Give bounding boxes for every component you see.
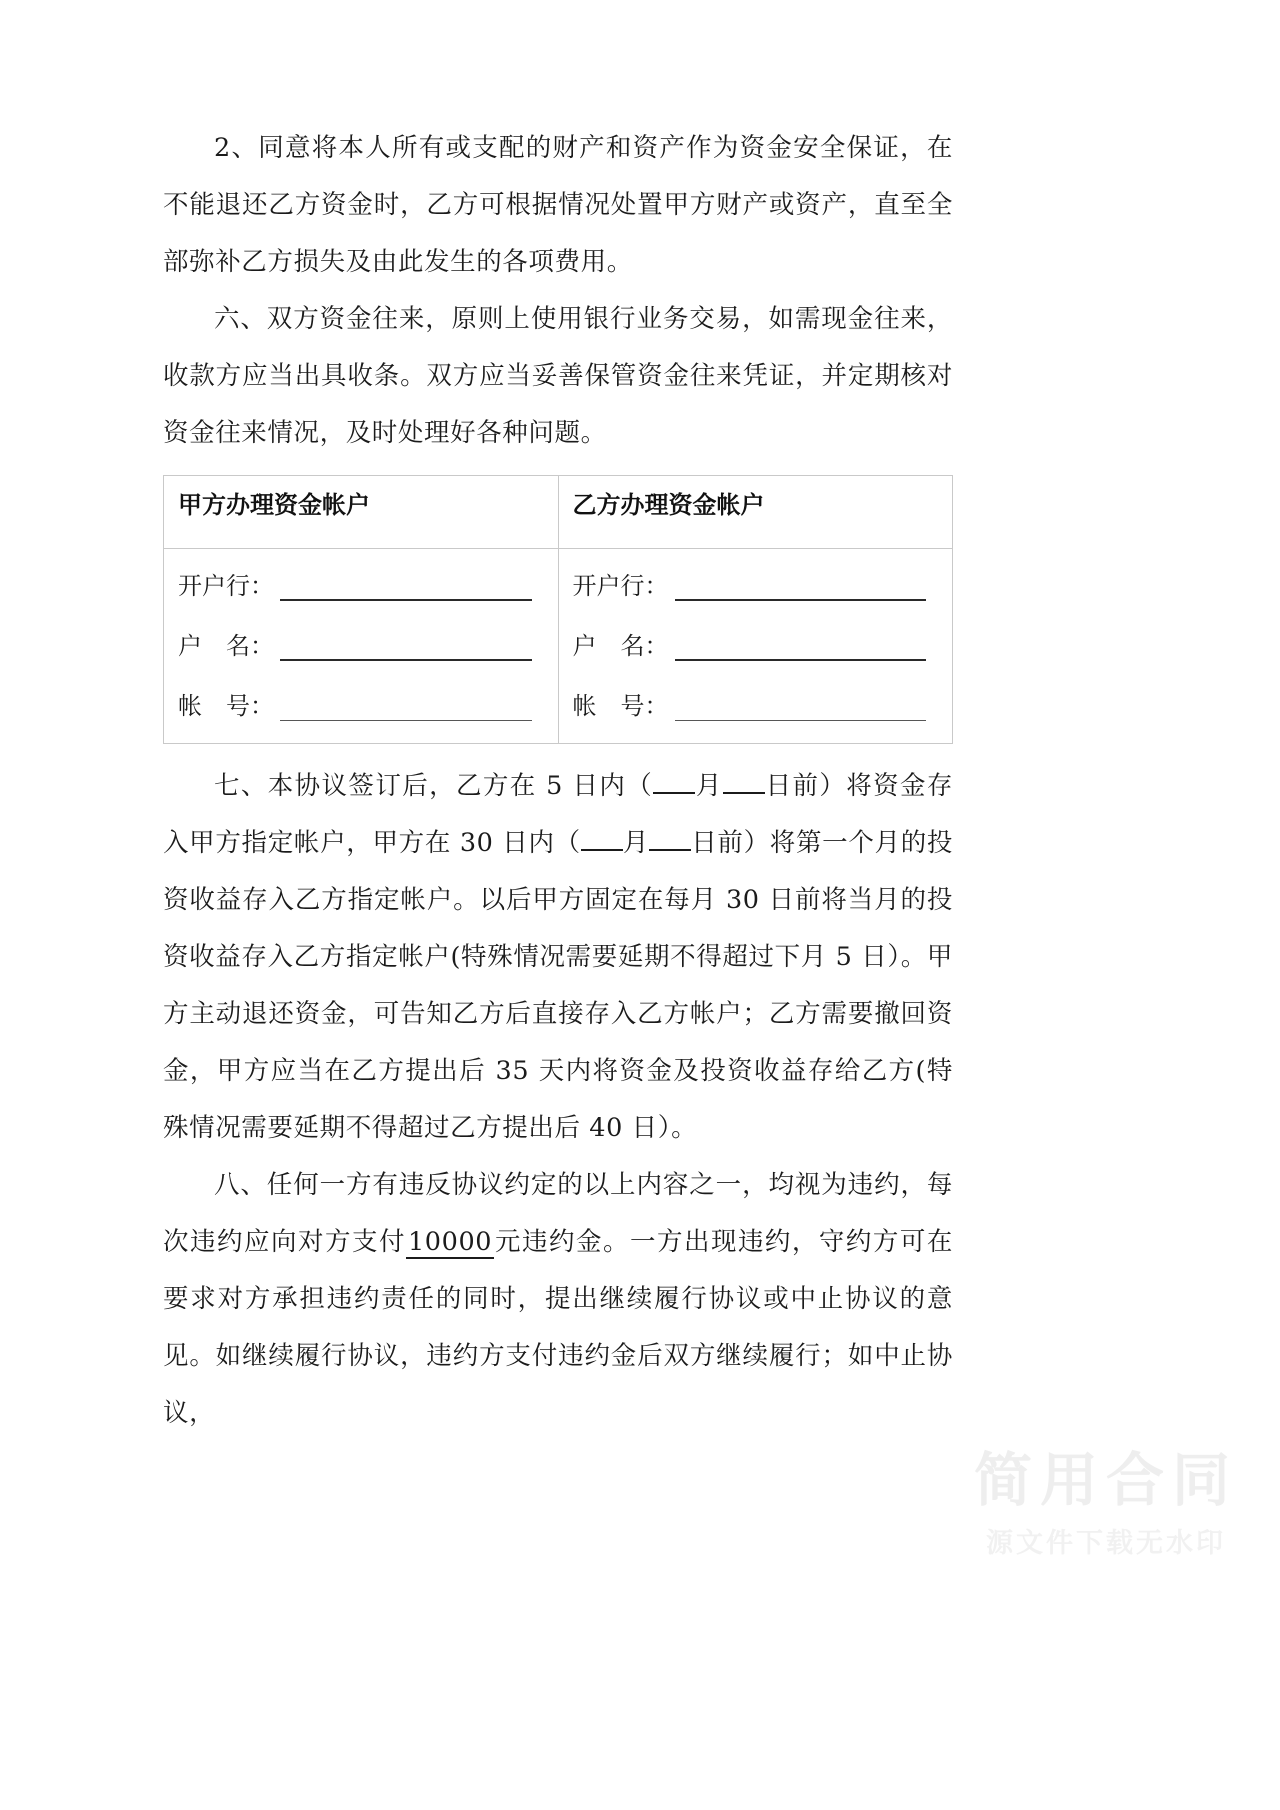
clause-8-text-2: 元违约金。一方出现违约，守约方可在要求对方承担违约责任的同时，提出继续履行协议或中止协议的意见。如继续履行协议，违约方支付违约金后双方继续履行；如中止协议， [163,1227,954,1428]
field-account-name-a [178,631,558,661]
paragraph-clause-7 [163,758,953,1157]
field-label-bank-b: 开户行： [572,572,669,600]
account-info-table [163,475,953,744]
clause-7-text-3: 日前）将资金存入甲方指定帐户，甲方在 30 日内（ [163,771,953,858]
field-input-bank-b[interactable] [675,577,927,601]
field-bank-b [573,571,953,601]
paragraph-clause-2: 2、同意将本人所有或支配的财产和资产作为资金安全保证，在不能退还乙方资金时，乙方可根据情况处置甲方财产或资产，直至全部弥补乙方损失及由此发生的各项费用。 [163,133,953,277]
paragraph-clause-6: 六、双方资金往来，原则上使用银行业务交易，如需现金往来，收款方应当出具收条。双方应当妥善保管资金往来凭证，并定期核对资金往来情况，及时处理好各种问题。 [163,304,953,448]
watermark-tagline: 源文件下载无水印 [985,1528,1226,1559]
watermark [973,1446,1238,1560]
watermark-brand: 简用合同 [973,1446,1238,1515]
field-bank-a [178,571,558,601]
table-body-row [164,549,953,744]
field-input-account-number-a[interactable] [280,698,532,721]
field-account-number-a [178,691,558,721]
field-label-account-name-b: 户 名： [572,632,669,660]
clause-7-text-2: 月 [695,771,723,801]
field-label-bank-a: 开户行： [178,572,274,600]
field-account-name-b [573,631,953,661]
table-header-party-b: 乙方办理资金帐户 [558,476,953,549]
field-label-account-number-b: 帐 号： [572,692,669,720]
clause-7-text-5: 日前）将第一个月的投资收益存入乙方指定帐户。以后甲方固定在每月 30 日前将当月的投资收益存入乙方指定帐户(特殊情况需要延期不得超过下月 5 日）。甲方主动退还资金，可告知乙方后直接存入乙方帐户；乙方需要撤回资金，甲方应当在乙方提出后 35 天内将资金及投资收益存给乙方(特殊情况需要延期不得超过乙方提出后 40 日）。 [163,828,953,1143]
document-content [163,120,953,1442]
clause-7-text-4: 月 [622,828,650,858]
field-label-account-name-a: 户 名： [178,632,274,660]
clause-7-text-1: 七、本协议签订后，乙方在 5 日内（ [214,771,654,801]
field-input-account-number-b[interactable] [675,698,927,721]
clause-7-blank-day-2[interactable] [649,827,691,851]
field-account-number-b [573,691,953,721]
clause-7-blank-day-1[interactable] [723,770,765,794]
field-input-bank-a[interactable] [280,577,532,601]
table-cell-party-a-fields [164,549,559,744]
field-label-account-number-a: 帐 号： [178,692,274,720]
clause-7-blank-month-1[interactable] [653,770,695,794]
field-input-account-name-b[interactable] [675,637,927,661]
table-header-row [164,476,953,549]
table-header-party-a: 甲方办理资金帐户 [164,476,559,549]
clause-7-blank-month-2[interactable] [581,827,623,851]
table-cell-party-b-fields [558,549,953,744]
clause-8-penalty-amount[interactable]: 10000 [407,1227,493,1257]
paragraph-clause-8 [163,1157,953,1442]
clause-8-text-1: 八、任何一方有违反协议约定的以上内容之一，均视为违约，每次违约应向对方支付 [163,1170,953,1257]
field-input-account-name-a[interactable] [280,637,532,661]
